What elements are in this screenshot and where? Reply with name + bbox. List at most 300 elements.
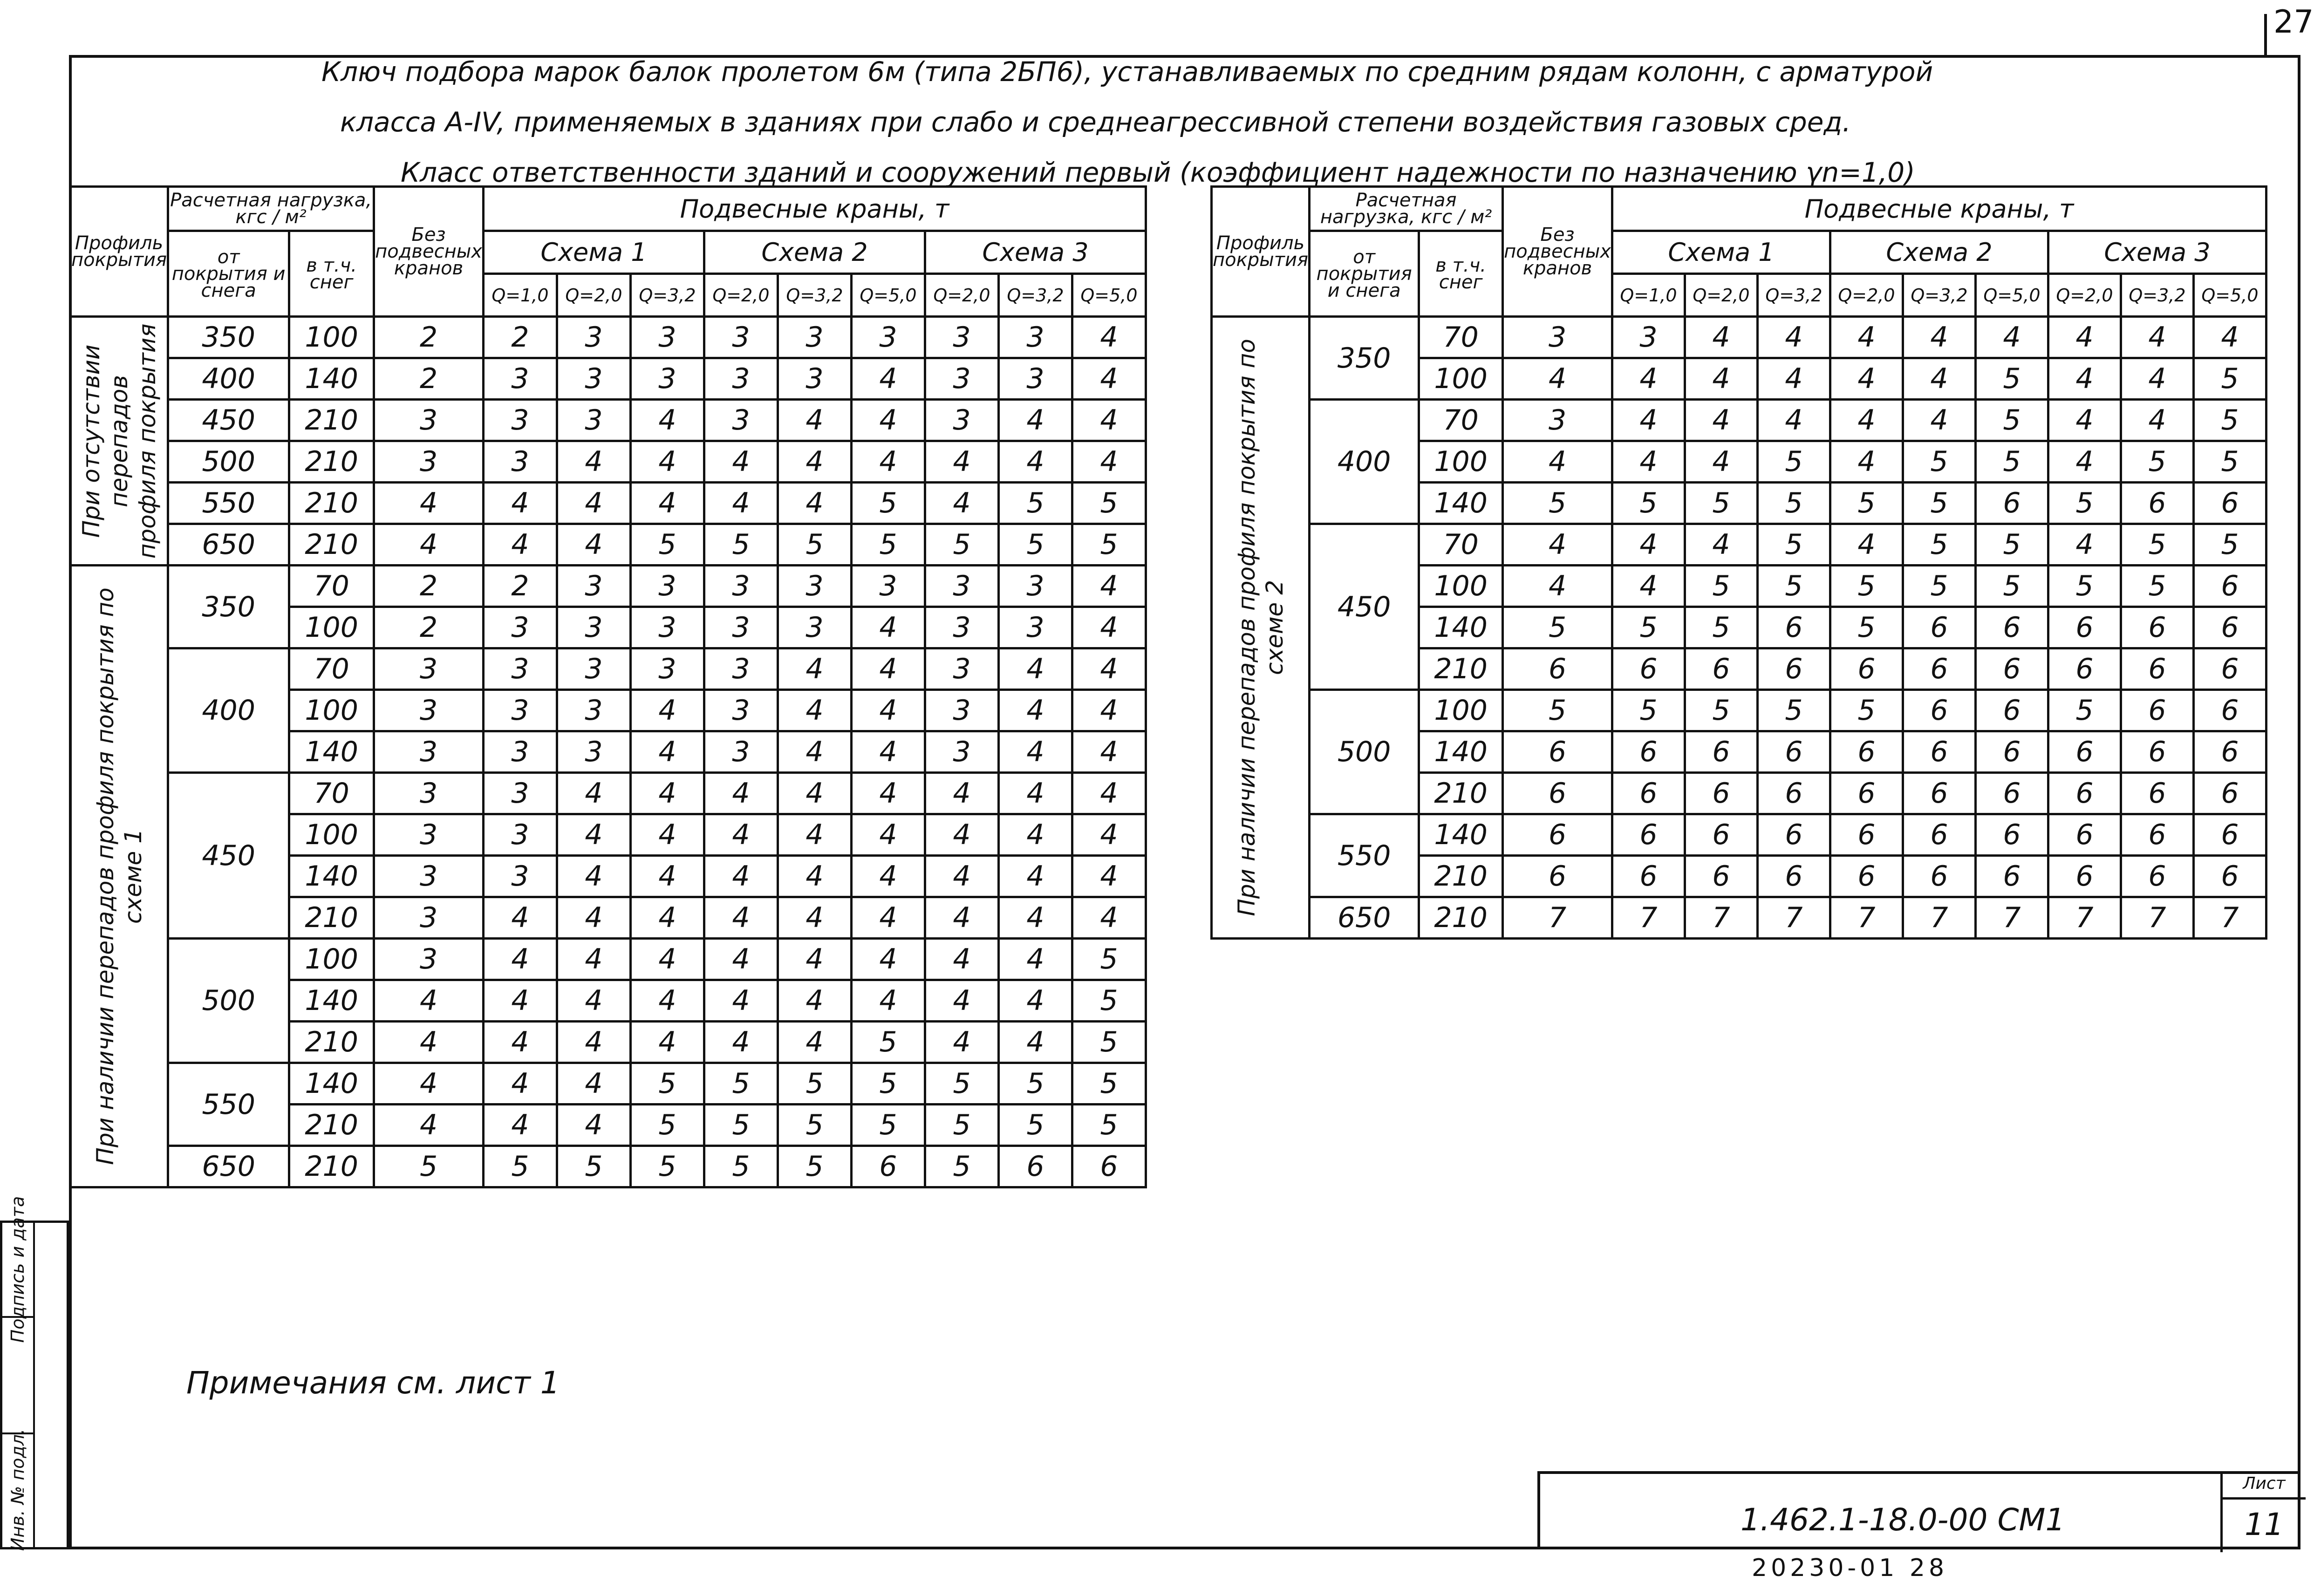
- value-cell: 6: [1975, 648, 2048, 690]
- snow-cell: 100: [289, 939, 374, 980]
- value-cell: 5: [1903, 441, 1975, 483]
- value-cell: 6: [1757, 731, 1830, 773]
- snow-cell: 70: [1419, 400, 1503, 441]
- header-q: Q=2,0: [1685, 274, 1757, 317]
- header-from-cover: от покрытия и снега: [168, 231, 289, 317]
- value-cell: 3: [374, 441, 484, 483]
- group-label-text: При наличии перепадов профиля покрытия по схеме 1: [91, 587, 147, 1165]
- value-cell: 4: [704, 939, 778, 980]
- value-cell: 3: [630, 607, 704, 648]
- snow-cell: 70: [1419, 317, 1503, 358]
- value-cell: 7: [1830, 897, 1903, 939]
- value-cell: 5: [1975, 524, 2048, 566]
- value-cell: 5: [925, 1063, 998, 1105]
- value-cell: 4: [1975, 317, 2048, 358]
- value-cell: 5: [1975, 441, 2048, 483]
- value-cell: 4: [998, 814, 1072, 856]
- value-cell: 4: [630, 690, 704, 731]
- value-cell: 5: [998, 1105, 1072, 1146]
- value-cell: 4: [704, 773, 778, 814]
- table-row: [1212, 690, 2266, 731]
- value-cell: 4: [778, 814, 851, 856]
- value-cell: 2: [483, 317, 557, 358]
- value-cell: 3: [704, 317, 778, 358]
- snow-cell: 210: [289, 441, 374, 483]
- value-cell: 3: [778, 358, 851, 400]
- snow-cell: 210: [1419, 897, 1503, 939]
- value-cell: 4: [998, 856, 1072, 897]
- value-cell: 5: [1757, 441, 1830, 483]
- value-cell: 6: [1975, 773, 2048, 814]
- snow-cell: 100: [289, 317, 374, 358]
- value-cell: 4: [483, 1105, 557, 1146]
- sheet-box: [2220, 1474, 2306, 1552]
- value-cell: 4: [851, 773, 925, 814]
- value-cell: 7: [2048, 897, 2121, 939]
- value-cell: 6: [1612, 814, 1685, 856]
- snow-cell: 210: [1419, 856, 1503, 897]
- header-q: Q=5,0: [2193, 274, 2266, 317]
- value-cell: 2: [483, 566, 557, 607]
- value-cell: 4: [1685, 400, 1757, 441]
- value-cell: 4: [1503, 441, 1612, 483]
- value-cell: 4: [557, 1063, 630, 1105]
- value-cell: 6: [1903, 607, 1975, 648]
- value-cell: 4: [483, 897, 557, 939]
- value-cell: 4: [1612, 566, 1685, 607]
- value-cell: 3: [483, 856, 557, 897]
- header-load: Расчетная нагрузка, кгс / м²: [168, 187, 374, 231]
- value-cell: 4: [998, 980, 1072, 1022]
- value-cell: 3: [851, 317, 925, 358]
- value-cell: 3: [557, 400, 630, 441]
- value-cell: 5: [704, 1105, 778, 1146]
- value-cell: 5: [2193, 524, 2266, 566]
- header-load: Расчетная нагрузка, кгс / м²: [1310, 187, 1503, 231]
- value-cell: 5: [1757, 483, 1830, 524]
- value-cell: 5: [851, 524, 925, 566]
- value-cell: 5: [1072, 980, 1146, 1022]
- value-cell: 4: [925, 1022, 998, 1063]
- snow-cell: 140: [289, 980, 374, 1022]
- value-cell: 4: [1830, 524, 1903, 566]
- value-cell: 3: [374, 856, 484, 897]
- value-cell: 3: [704, 400, 778, 441]
- value-cell: 4: [778, 939, 851, 980]
- title-line-1: Ключ подбора марок балок пролетом 6м (типа 2БП6), устанавливаемых по средним рядам колонн, с арматурой: [321, 56, 1933, 88]
- value-cell: 3: [998, 358, 1072, 400]
- load-cell: 500: [168, 441, 289, 483]
- value-cell: 4: [704, 897, 778, 939]
- group-label-text: При наличии перепадов профиля покрытия по схеме 2: [1233, 339, 1288, 916]
- value-cell: 7: [1757, 897, 1830, 939]
- value-cell: 5: [1830, 690, 1903, 731]
- value-cell: 3: [483, 814, 557, 856]
- load-cell: 650: [1310, 897, 1419, 939]
- value-cell: 4: [1830, 358, 1903, 400]
- value-cell: 5: [1975, 400, 2048, 441]
- value-cell: 5: [1685, 483, 1757, 524]
- value-cell: 3: [851, 566, 925, 607]
- value-cell: 5: [1072, 483, 1146, 524]
- value-cell: 5: [851, 1105, 925, 1146]
- value-cell: 5: [630, 1105, 704, 1146]
- load-cell: 450: [168, 400, 289, 441]
- value-cell: 4: [630, 980, 704, 1022]
- value-cell: 4: [483, 939, 557, 980]
- value-cell: 3: [374, 773, 484, 814]
- snow-cell: 140: [1419, 483, 1503, 524]
- header-q: Q=1,0: [1612, 274, 1685, 317]
- value-cell: 4: [1612, 441, 1685, 483]
- value-cell: 4: [374, 483, 484, 524]
- value-cell: 5: [998, 524, 1072, 566]
- value-cell: 6: [2048, 731, 2121, 773]
- value-cell: 6: [1830, 814, 1903, 856]
- value-cell: 4: [925, 441, 998, 483]
- value-cell: 3: [630, 317, 704, 358]
- value-cell: 4: [778, 980, 851, 1022]
- value-cell: 4: [851, 400, 925, 441]
- value-cell: 4: [704, 856, 778, 897]
- title-line-2: класса А-IV, применяемых в зданиях при слабо и среднеагрессивной степени воздействия газовых сред.: [340, 106, 1851, 138]
- value-cell: 6: [1830, 648, 1903, 690]
- value-cell: 3: [483, 400, 557, 441]
- value-cell: 4: [778, 856, 851, 897]
- table-row: [1212, 400, 2266, 441]
- snow-cell: 210: [289, 897, 374, 939]
- value-cell: 4: [1757, 317, 1830, 358]
- value-cell: 2: [374, 317, 484, 358]
- value-cell: 3: [374, 897, 484, 939]
- value-cell: 4: [374, 980, 484, 1022]
- table-row: [1212, 897, 2266, 939]
- value-cell: 4: [778, 648, 851, 690]
- value-cell: 5: [1072, 1063, 1146, 1105]
- value-cell: 5: [1685, 607, 1757, 648]
- value-cell: 4: [1072, 441, 1146, 483]
- value-cell: 5: [1612, 483, 1685, 524]
- value-cell: 6: [1612, 648, 1685, 690]
- value-cell: 4: [1072, 566, 1146, 607]
- value-cell: 5: [1757, 524, 1830, 566]
- table-row: [1212, 524, 2266, 566]
- load-cell: 350: [168, 566, 289, 648]
- value-cell: 6: [2193, 690, 2266, 731]
- value-cell: 5: [2121, 566, 2193, 607]
- value-cell: 4: [851, 939, 925, 980]
- value-cell: 4: [851, 648, 925, 690]
- value-cell: 6: [2048, 856, 2121, 897]
- value-cell: 6: [1685, 856, 1757, 897]
- table-row: [70, 1063, 1146, 1105]
- value-cell: 5: [925, 1146, 998, 1187]
- value-cell: 4: [778, 400, 851, 441]
- value-cell: 3: [925, 566, 998, 607]
- value-cell: 6: [1612, 731, 1685, 773]
- value-cell: 4: [1903, 400, 1975, 441]
- table-row: [70, 939, 1146, 980]
- value-cell: 4: [1757, 358, 1830, 400]
- value-cell: 4: [557, 773, 630, 814]
- value-cell: 4: [1072, 607, 1146, 648]
- value-cell: 6: [2121, 814, 2193, 856]
- value-cell: 4: [778, 483, 851, 524]
- value-cell: 4: [1685, 358, 1757, 400]
- header-schema-1: Схема 1: [483, 231, 704, 274]
- value-cell: 3: [374, 648, 484, 690]
- value-cell: 5: [1612, 607, 1685, 648]
- value-cell: 6: [1685, 814, 1757, 856]
- value-cell: 4: [630, 731, 704, 773]
- sheet-number: 11: [2245, 1507, 2284, 1542]
- snow-cell: 140: [289, 731, 374, 773]
- header-q: Q=2,0: [557, 274, 630, 317]
- value-cell: 6: [1757, 648, 1830, 690]
- value-cell: 4: [2048, 400, 2121, 441]
- value-cell: 5: [630, 524, 704, 566]
- header-schema-3: Схема 3: [925, 231, 1146, 274]
- snow-cell: 210: [1419, 773, 1503, 814]
- value-cell: 5: [2121, 441, 2193, 483]
- value-cell: 6: [2193, 648, 2266, 690]
- value-cell: 4: [925, 773, 998, 814]
- group-label: [70, 566, 168, 1187]
- header-q: Q=2,0: [2048, 274, 2121, 317]
- value-cell: 4: [778, 731, 851, 773]
- value-cell: 4: [557, 441, 630, 483]
- table-row: [70, 400, 1146, 441]
- value-cell: 3: [998, 317, 1072, 358]
- value-cell: 5: [1685, 566, 1757, 607]
- value-cell: 4: [2193, 317, 2266, 358]
- value-cell: 6: [2193, 814, 2266, 856]
- value-cell: 5: [1830, 607, 1903, 648]
- header-no-cranes: Без подвесных кранов: [1503, 187, 1612, 317]
- value-cell: 5: [2048, 566, 2121, 607]
- table-row: [70, 566, 1146, 607]
- value-cell: 6: [1612, 773, 1685, 814]
- value-cell: 5: [374, 1146, 484, 1187]
- value-cell: 4: [704, 1022, 778, 1063]
- value-cell: 6: [1903, 731, 1975, 773]
- value-cell: 3: [998, 607, 1072, 648]
- value-cell: 6: [2121, 856, 2193, 897]
- value-cell: 4: [851, 814, 925, 856]
- load-cell: 650: [168, 524, 289, 566]
- value-cell: 4: [1903, 358, 1975, 400]
- value-cell: 3: [374, 814, 484, 856]
- header-q: Q=1,0: [483, 274, 557, 317]
- table-row: [1212, 317, 2266, 358]
- value-cell: 4: [557, 483, 630, 524]
- load-cell: 400: [168, 358, 289, 400]
- value-cell: 4: [630, 1022, 704, 1063]
- value-cell: 4: [851, 731, 925, 773]
- header-q: Q=2,0: [1830, 274, 1903, 317]
- value-cell: 4: [557, 1105, 630, 1146]
- snow-cell: 140: [1419, 731, 1503, 773]
- header-snow: в т.ч. снег: [289, 231, 374, 317]
- value-cell: 6: [1830, 856, 1903, 897]
- value-cell: 4: [630, 939, 704, 980]
- snow-cell: 100: [1419, 358, 1503, 400]
- value-cell: 4: [998, 441, 1072, 483]
- table-row: [70, 317, 1146, 358]
- value-cell: 5: [704, 1146, 778, 1187]
- snow-cell: 100: [289, 607, 374, 648]
- value-cell: 5: [851, 483, 925, 524]
- value-cell: 3: [483, 731, 557, 773]
- load-cell: 400: [168, 648, 289, 773]
- value-cell: 4: [1503, 566, 1612, 607]
- header-q: Q=3,2: [1903, 274, 1975, 317]
- value-cell: 3: [483, 607, 557, 648]
- load-cell: 400: [1310, 400, 1419, 524]
- value-cell: 5: [778, 1063, 851, 1105]
- stamp-sign-label: Подпись и дата: [7, 1196, 28, 1343]
- snow-cell: 100: [1419, 441, 1503, 483]
- value-cell: 6: [2048, 814, 2121, 856]
- value-cell: 4: [557, 897, 630, 939]
- value-cell: 3: [925, 358, 998, 400]
- value-cell: 6: [1975, 814, 2048, 856]
- table-right: [1210, 185, 2267, 940]
- value-cell: 3: [1612, 317, 1685, 358]
- value-cell: 3: [374, 939, 484, 980]
- header-q: Q=5,0: [1072, 274, 1146, 317]
- value-cell: 5: [630, 1146, 704, 1187]
- value-cell: 3: [704, 607, 778, 648]
- value-cell: 5: [925, 1105, 998, 1146]
- header-q: Q=2,0: [925, 274, 998, 317]
- value-cell: 4: [851, 980, 925, 1022]
- value-cell: 4: [1903, 317, 1975, 358]
- snow-cell: 140: [289, 856, 374, 897]
- value-cell: 4: [851, 441, 925, 483]
- value-cell: 4: [998, 897, 1072, 939]
- snow-cell: 140: [1419, 607, 1503, 648]
- archive-number: 20230-01 28: [1752, 1554, 1948, 1582]
- sheet-label: Лист: [2223, 1474, 2306, 1500]
- value-cell: 6: [1903, 690, 1975, 731]
- header-cranes: Подвесные краны, т: [483, 187, 1146, 231]
- value-cell: 4: [998, 939, 1072, 980]
- value-cell: 6: [1830, 773, 1903, 814]
- value-cell: 3: [778, 566, 851, 607]
- snow-cell: 70: [289, 648, 374, 690]
- value-cell: 4: [557, 814, 630, 856]
- snow-cell: 210: [289, 483, 374, 524]
- snow-cell: 100: [1419, 690, 1503, 731]
- value-cell: 6: [2048, 648, 2121, 690]
- value-cell: 3: [483, 690, 557, 731]
- value-cell: 6: [1975, 690, 2048, 731]
- value-cell: 4: [1757, 400, 1830, 441]
- value-cell: 6: [1903, 814, 1975, 856]
- value-cell: 3: [778, 607, 851, 648]
- value-cell: 3: [925, 731, 998, 773]
- value-cell: 6: [2048, 607, 2121, 648]
- value-cell: 4: [1685, 441, 1757, 483]
- value-cell: 4: [1072, 648, 1146, 690]
- value-cell: 4: [1503, 524, 1612, 566]
- value-cell: 7: [1503, 897, 1612, 939]
- value-cell: 3: [557, 690, 630, 731]
- value-cell: 7: [2121, 897, 2193, 939]
- value-cell: 4: [1072, 897, 1146, 939]
- value-cell: 5: [998, 1063, 1072, 1105]
- value-cell: 3: [483, 441, 557, 483]
- value-cell: 3: [374, 400, 484, 441]
- value-cell: 4: [483, 1022, 557, 1063]
- value-cell: 4: [2048, 358, 2121, 400]
- value-cell: 5: [1612, 690, 1685, 731]
- value-cell: 3: [925, 400, 998, 441]
- value-cell: 5: [1072, 524, 1146, 566]
- value-cell: 4: [630, 897, 704, 939]
- value-cell: 4: [778, 441, 851, 483]
- value-cell: 6: [1503, 773, 1612, 814]
- value-cell: 6: [1757, 856, 1830, 897]
- value-cell: 3: [557, 358, 630, 400]
- value-cell: 4: [851, 856, 925, 897]
- value-cell: 5: [1072, 1105, 1146, 1146]
- header-snow: в т.ч. снег: [1419, 231, 1503, 317]
- header-profile: Профиль покрытия: [70, 187, 168, 317]
- table-row: [70, 358, 1146, 400]
- value-cell: 4: [483, 524, 557, 566]
- value-cell: 6: [1975, 731, 2048, 773]
- value-cell: 5: [2048, 690, 2121, 731]
- value-cell: 5: [557, 1146, 630, 1187]
- value-cell: 6: [2121, 607, 2193, 648]
- document-title: [321, 47, 2092, 198]
- value-cell: 4: [630, 856, 704, 897]
- value-cell: 2: [374, 358, 484, 400]
- value-cell: 5: [925, 524, 998, 566]
- snow-cell: 70: [289, 773, 374, 814]
- value-cell: 6: [2193, 773, 2266, 814]
- value-cell: 4: [1072, 731, 1146, 773]
- value-cell: 6: [2193, 731, 2266, 773]
- value-cell: 6: [1503, 648, 1612, 690]
- value-cell: 5: [778, 524, 851, 566]
- value-cell: 5: [778, 1105, 851, 1146]
- value-cell: 4: [998, 400, 1072, 441]
- table-row: [70, 441, 1146, 483]
- title-block: [1537, 1471, 2300, 1549]
- value-cell: 5: [1975, 566, 2048, 607]
- value-cell: 4: [925, 939, 998, 980]
- value-cell: 3: [483, 648, 557, 690]
- value-cell: 4: [630, 814, 704, 856]
- value-cell: 3: [704, 566, 778, 607]
- value-cell: 3: [557, 648, 630, 690]
- value-cell: 4: [630, 483, 704, 524]
- value-cell: 3: [630, 648, 704, 690]
- value-cell: 4: [1072, 690, 1146, 731]
- table-row: [70, 483, 1146, 524]
- snow-cell: 210: [1419, 648, 1503, 690]
- value-cell: 6: [1503, 731, 1612, 773]
- snow-cell: 100: [1419, 566, 1503, 607]
- value-cell: 5: [630, 1063, 704, 1105]
- value-cell: 6: [1903, 856, 1975, 897]
- snow-cell: 100: [289, 814, 374, 856]
- value-cell: 7: [1685, 897, 1757, 939]
- value-cell: 3: [557, 607, 630, 648]
